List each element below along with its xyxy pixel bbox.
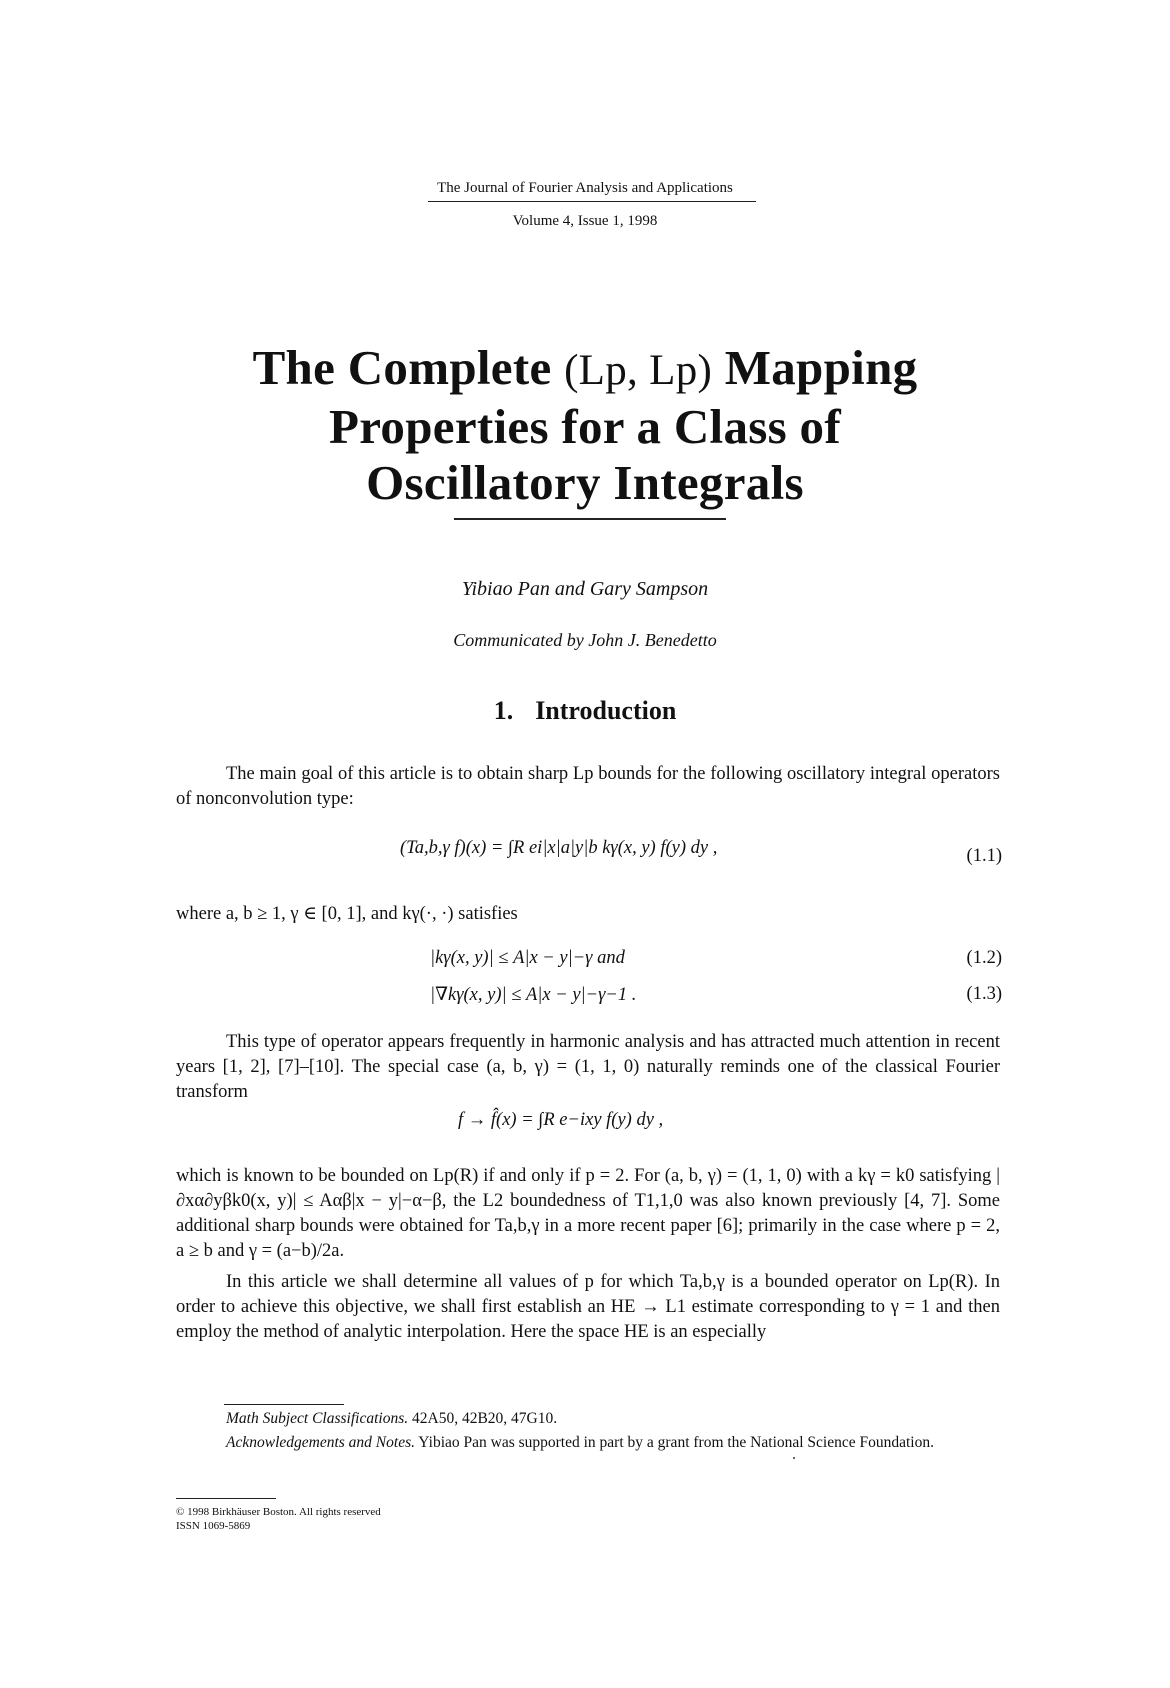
journal-name: The Journal of Fourier Analysis and Applications — [437, 180, 733, 196]
footnote-ack-label: Acknowledgements and Notes. — [226, 1434, 415, 1451]
paragraph-3: This type of operator appears frequently in harmonic analysis and has attracted much attention in recent years [1, 2], [7]–[10]. The special case (a, b, γ) = (1, 1, 0) naturally reminds one of the classical Fourier transform — [176, 1032, 1000, 1102]
header-rule — [428, 201, 756, 202]
equation-1-2: |kγ(x, y)| ≤ A|x − y|−γ and — [430, 948, 625, 968]
title-line-3: Oscillatory Integrals — [366, 455, 804, 510]
equation-1-1: (Ta,b,γ f)(x) = ∫R ei|x|a|y|b kγ(x, y) f(y) dy , — [400, 838, 718, 858]
title-lp-pair: (Lp, Lp) — [564, 347, 713, 394]
title-line-1-pre: The Complete — [252, 340, 552, 395]
copyright-rule — [176, 1498, 276, 1499]
footnote-msc — [226, 1410, 1006, 1428]
section-title: Introduction — [535, 696, 677, 725]
title-line-1-post: Mapping — [724, 340, 918, 395]
footnote-msc-label: Math Subject Classifications. — [226, 1410, 409, 1427]
footnote-ack-value: Yibiao Pan was supported in part by a grant from the National Science Foundation. — [418, 1434, 934, 1451]
paragraph-1: The main goal of this article is to obtain sharp Lp bounds for the following oscillatory integral operators of nonconvolution type: — [176, 764, 1000, 809]
communicated-by: Communicated by John J. Benedetto — [453, 630, 717, 650]
paragraph-2: where a, b ≥ 1, γ ∈ [0, 1], and kγ(·, ·) satisfies — [176, 904, 518, 924]
authors: Yibiao Pan and Gary Sampson — [461, 578, 709, 600]
section-number: 1. — [493, 696, 514, 725]
equation-1-2-number: (1.2) — [966, 948, 1002, 968]
title-rule — [454, 518, 726, 520]
equation-1-3-number: (1.3) — [966, 984, 1002, 1004]
equation-1-3: |∇kγ(x, y)| ≤ A|x − y|−γ−1 . — [430, 985, 637, 1005]
title-line-2: Properties for a Class of — [329, 399, 841, 454]
paragraph-5: In this article we shall determine all values of p for which Ta,b,γ is a bounded operator on Lp(R). In order to achieve this objective, we shall first establish an HE → L1 estimate corresponding to γ = 1 and then employ the method of analytic interpolation. Here the space HE is an especially — [176, 1272, 1000, 1342]
paragraph-4: which is known to be bounded on Lp(R) if and only if p = 2. For (a, b, γ) = (1, 1, 0) with a kγ = k0 satisfying |∂xα∂yβk0(x, y)| ≤ Aαβ|x − y|−α−β, the L2 boundedness of T1,1,0 was also known previously [4, 7]. Some additional sharp bounds were obtained for Ta,b,γ in a more recent paper [6]; primarily in the case where p = 2, a ≥ b and γ = (a−b)/2a. — [176, 1166, 1000, 1261]
equation-1-1-number: (1.1) — [966, 846, 1002, 866]
copyright-line: © 1998 Birkhäuser Boston. All rights reserved — [176, 1506, 381, 1518]
stray-dot — [793, 1457, 795, 1459]
equation-fourier-transform: f → f̂(x) = ∫R e−ixy f(y) dy , — [458, 1110, 664, 1130]
title-line-1 — [0, 340, 1170, 399]
footnote-msc-value: 42A50, 42B20, 47G10. — [412, 1410, 558, 1427]
footnote-acknowledgements — [226, 1434, 1006, 1452]
section-heading — [0, 696, 1170, 726]
paper-title — [0, 340, 1170, 511]
journal-volume: Volume 4, Issue 1, 1998 — [512, 213, 658, 229]
footnote-rule — [224, 1404, 344, 1405]
issn-line: ISSN 1069-5869 — [176, 1520, 251, 1532]
